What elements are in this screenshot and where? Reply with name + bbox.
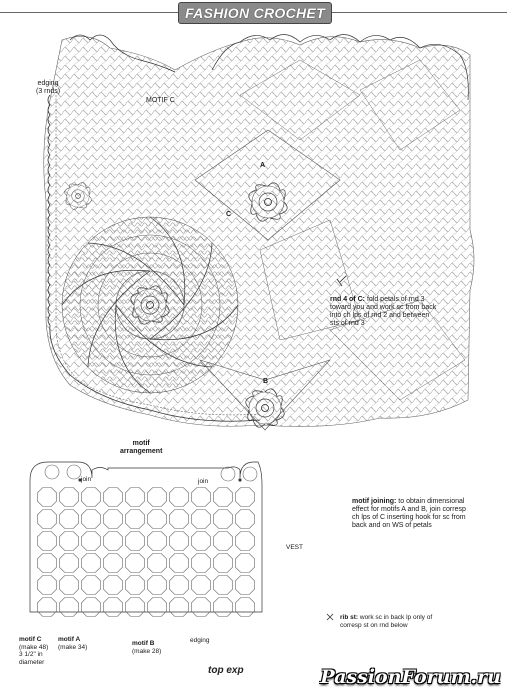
motif-arrangement (30, 462, 262, 612)
octagon-motif (126, 598, 145, 617)
octagon-motif (148, 576, 167, 595)
page-title: FASHION CROCHET (178, 2, 332, 24)
join-point (239, 479, 242, 482)
octagon-motif (236, 510, 255, 529)
octagon-motif (148, 532, 167, 551)
octagon-motif (148, 488, 167, 507)
octagon-motif (192, 532, 211, 551)
join-right-label: join (198, 478, 209, 485)
octagon-motif (214, 554, 233, 573)
marker-b: B (263, 378, 269, 385)
octagon-motif (148, 598, 167, 617)
rnd4-note: rnd 4 of C: fold petals of rnd 3 toward you and work sc from back into ch lps of rnd 2 and between sts of rnd 3 (330, 296, 437, 327)
rib-st-note: rib st: work sc in back lp only of corresp st on rnd below (340, 614, 433, 629)
octagon-motif (60, 554, 79, 573)
octagon-motif (192, 576, 211, 595)
motif-c-legend: motif C (make 48) 3 1/2" in diameter (19, 636, 49, 666)
motif-joining-note: motif joining: to obtain dimensional effect for motifs A and B, join corresp ch lps of C inserting hook for sc from back and on WS of petals (352, 498, 466, 529)
octagon-motif (104, 598, 123, 617)
octagon-motif (38, 576, 57, 595)
edging-legend: edging (190, 637, 210, 644)
octagon-motif (38, 510, 57, 529)
rib-symbol-icon (326, 613, 334, 621)
octagon-motif (104, 576, 123, 595)
octagon-motif (126, 576, 145, 595)
octagon-motif (60, 510, 79, 529)
marker-a: A (260, 162, 266, 169)
octagon-motif (126, 532, 145, 551)
arrangement-title: motif arrangement (120, 440, 163, 455)
octagon-motif (104, 488, 123, 507)
octagon-motif (214, 532, 233, 551)
octagon-motif (60, 576, 79, 595)
edging-label: edging (3 rnds) (36, 80, 61, 95)
octagon-motif (82, 510, 101, 529)
shoulder-motif (221, 467, 235, 481)
octagon-motif (82, 532, 101, 551)
octagon-motif (126, 510, 145, 529)
octagon-motif (214, 488, 233, 507)
octagon-motif (192, 488, 211, 507)
octagon-motif (236, 532, 255, 551)
octagon-motif (170, 488, 189, 507)
octagon-motif (214, 510, 233, 529)
shoulder-motif (67, 465, 81, 479)
octagon-motif (192, 510, 211, 529)
marker-c: C (226, 211, 232, 218)
octagon-motif (170, 510, 189, 529)
octagon-motif (82, 554, 101, 573)
watermark: PassionForum.ru (320, 666, 501, 688)
octagon-motif (236, 488, 255, 507)
motif-c-label: MOTIF C (146, 97, 175, 104)
octagon-motif (214, 598, 233, 617)
motif-b-legend: motif B (make 28) (132, 640, 162, 655)
octagon-motif (170, 576, 189, 595)
octagon-motif (38, 554, 57, 573)
octagon-motif (236, 576, 255, 595)
octagon-motif (148, 554, 167, 573)
octagon-motif (126, 554, 145, 573)
octagon-motif (236, 598, 255, 617)
octagon-motif (104, 532, 123, 551)
octagon-motif (82, 576, 101, 595)
octagon-motif (104, 554, 123, 573)
watermark-small: top exp (208, 665, 244, 676)
octagon-motif (38, 598, 57, 617)
octagon-motif (192, 598, 211, 617)
octagon-motif (126, 488, 145, 507)
octagon-motif (82, 488, 101, 507)
octagon-motif (82, 598, 101, 617)
octagon-motif (60, 598, 79, 617)
octagon-motif (236, 554, 255, 573)
octagon-motif (38, 488, 57, 507)
join-left-label: join (81, 476, 92, 483)
shoulder-motif (243, 467, 257, 481)
octagon-motif (170, 598, 189, 617)
vest-label: VEST (286, 544, 303, 551)
octagon-motif (104, 510, 123, 529)
octagon-motif (60, 488, 79, 507)
octagon-motif (214, 576, 233, 595)
motif-a-legend: motif A (make 34) (58, 636, 88, 651)
shoulder-motif (45, 465, 59, 479)
octagon-motif (148, 510, 167, 529)
octagon-motif (170, 532, 189, 551)
octagon-motif (60, 532, 79, 551)
octagon-motif (170, 554, 189, 573)
octagon-motif (192, 554, 211, 573)
octagon-motif (38, 532, 57, 551)
